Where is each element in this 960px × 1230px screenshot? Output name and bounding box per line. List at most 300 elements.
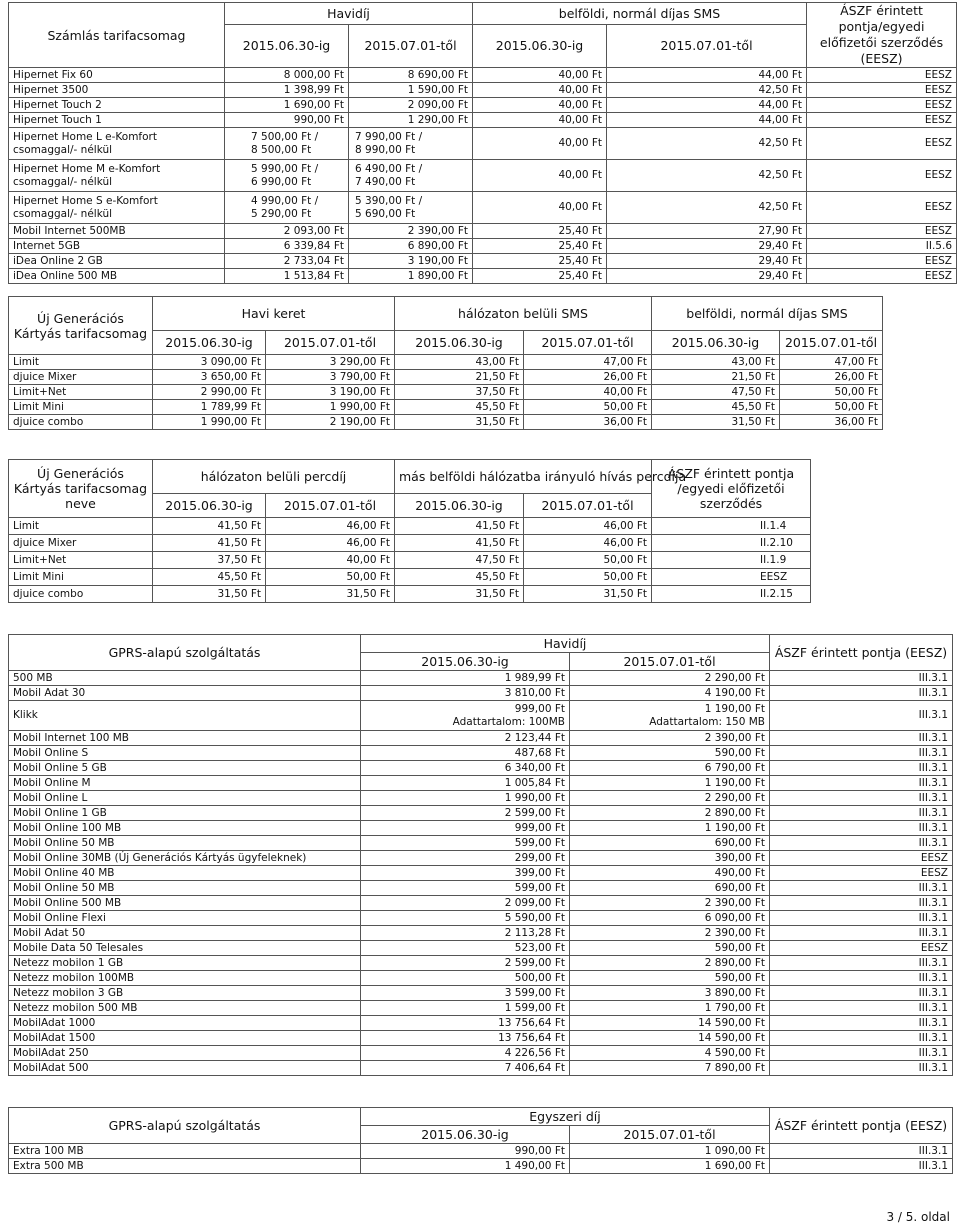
prepaid-call-table [8,459,811,603]
header-tariff-name: Új Generációs Kártyás tarifacsomag neve [9,460,153,518]
cell-line: 8 990,00 Ft [355,143,416,156]
table-cell: 1 990,00 Ft [266,400,395,415]
cell-line: Adattartalom: 100MB [452,715,565,728]
table-cell: 2 733,04 Ft [225,254,349,269]
table-cell: 690,00 Ft [570,881,770,896]
table-cell: 47,50 Ft [652,385,780,400]
header-date-new: 2015.07.01-től [780,331,883,355]
table-cell: 25,40 Ft [473,239,607,254]
header-sms: belföldi, normál díjas SMS [652,297,883,331]
table-cell: 990,00 Ft [361,1144,570,1159]
table-cell: 990,00 Ft [225,113,349,128]
table-cell: 3 190,00 Ft [349,254,473,269]
table-cell: 1 590,00 Ft [349,83,473,98]
table-cell: 26,00 Ft [524,370,652,385]
table-cell: MobilAdat 1500 [9,1031,361,1046]
table-cell: 690,00 Ft [570,836,770,851]
table-cell: Hipernet 3500 [9,83,225,98]
table-cell: 40,00 Ft [473,98,607,113]
table-cell: MobilAdat 250 [9,1046,361,1061]
table-cell: Mobil Online 500 MB [9,896,361,911]
table-cell: EESZ [807,160,957,192]
table-cell: MobilAdat 500 [9,1061,361,1076]
table-cell: 1 690,00 Ft [225,98,349,113]
cell-line: Hipernet Home L e-Komfort [13,130,157,143]
table-row [9,1144,953,1159]
table-cell: EESZ [807,192,957,224]
table-cell: 6 890,00 Ft [349,239,473,254]
table-cell: 6 339,84 Ft [225,239,349,254]
table-row [9,836,953,851]
table-cell: 44,00 Ft [607,68,807,83]
table-cell: 2 990,00 Ft [153,385,266,400]
table-cell: 50,00 Ft [266,569,395,586]
table-cell: EESZ [770,851,953,866]
cell-line: csomaggal/- nélkül [13,175,113,188]
table-cell: 44,00 Ft [607,98,807,113]
table-row [9,586,811,603]
table-cell: 1 690,00 Ft [570,1159,770,1174]
table-row [9,113,957,128]
header-date-old: 2015.06.30-ig [473,24,607,67]
table-cell: 1 890,00 Ft [349,269,473,284]
table-row [9,269,957,284]
table-cell: III.3.1 [770,776,953,791]
table-row [9,415,883,430]
table-cell: 46,00 Ft [524,535,652,552]
table-cell: Limit [9,518,153,535]
cell-line: 7 490,00 Ft [355,175,416,188]
table-row [9,385,883,400]
header-date-new: 2015.07.01-től [266,494,395,518]
table-cell: 590,00 Ft [570,746,770,761]
table-cell: 2 290,00 Ft [570,791,770,806]
table-cell: 36,00 Ft [524,415,652,430]
table-cell [570,701,770,731]
table-cell: 7 406,64 Ft [361,1061,570,1076]
cell-line: 5 390,00 Ft / [355,194,423,207]
table-cell: 44,00 Ft [607,113,807,128]
cell-line: Adattartalom: 150 MB [649,715,765,728]
table-cell: Netezz mobilon 1 GB [9,956,361,971]
table-cell: III.3.1 [770,746,953,761]
table-cell: 29,40 Ft [607,269,807,284]
table-cell: Mobil Online 50 MB [9,881,361,896]
table-cell: 1 790,00 Ft [570,1001,770,1016]
table-cell [9,160,225,192]
cell-line: 5 290,00 Ft [251,207,312,220]
table-cell: Hipernet Touch 2 [9,98,225,113]
table-cell: III.3.1 [770,731,953,746]
table-cell: Hipernet Fix 60 [9,68,225,83]
table-cell: Mobil Online 5 GB [9,761,361,776]
header-tariff: Új Generációs Kártyás tarifacsomag [9,297,153,355]
table-row [9,1159,953,1174]
table-cell: Limit Mini [9,400,153,415]
postpaid-tariff-table [8,2,957,284]
table-cell: 29,40 Ft [607,239,807,254]
table-cell: II.5.6 [807,239,957,254]
table-cell: Klikk [9,701,361,731]
header-aszf: ÁSZF érintett pontja (EESZ) [770,635,953,671]
table-cell: Internet 5GB [9,239,225,254]
table-row [9,68,957,83]
table-cell: 50,00 Ft [524,569,652,586]
table-cell: djuice Mixer [9,535,153,552]
table-cell: 1 005,84 Ft [361,776,570,791]
table-cell: 8 690,00 Ft [349,68,473,83]
gprs-oneoff-table [8,1107,953,1174]
gprs-monthly-table [8,634,953,1076]
table-row [9,1001,953,1016]
cell-line: Hipernet Home M e-Komfort [13,162,161,175]
table-cell: EESZ [807,254,957,269]
table-cell: Mobil Online 1 GB [9,806,361,821]
header-offnet-call: más belföldi hálózatba irányuló hívás percdíja [395,460,652,494]
table-cell: 50,00 Ft [780,400,883,415]
table-cell: Mobil Online 100 MB [9,821,361,836]
table-cell: III.3.1 [770,671,953,686]
table-cell [225,192,349,224]
table-cell: Mobil Adat 30 [9,686,361,701]
table-cell: 40,00 Ft [266,552,395,569]
table-cell: 1 090,00 Ft [570,1144,770,1159]
table-cell: 2 190,00 Ft [266,415,395,430]
table-cell: Netezz mobilon 100MB [9,971,361,986]
table-cell: 42,50 Ft [607,128,807,160]
header-date-new: 2015.07.01-től [570,1126,770,1144]
table-row [9,671,953,686]
table-cell: EESZ [807,269,957,284]
table-cell: 490,00 Ft [570,866,770,881]
table-cell: djuice Mixer [9,370,153,385]
table-cell: Mobil Online 30MB (Új Generációs Kártyás ügyfeleknek) [9,851,361,866]
table-cell: Limit [9,355,153,370]
table-cell: 45,50 Ft [652,400,780,415]
table-cell: 4 190,00 Ft [570,686,770,701]
table-cell: 41,50 Ft [395,535,524,552]
table-cell: 40,00 Ft [473,128,607,160]
table-cell: Netezz mobilon 3 GB [9,986,361,1001]
table-row [9,806,953,821]
table-cell: 1 789,99 Ft [153,400,266,415]
table-cell: 41,50 Ft [395,518,524,535]
table-row [9,160,957,192]
table-cell: III.3.1 [770,986,953,1001]
table-cell: Mobil Online 40 MB [9,866,361,881]
table-cell: 390,00 Ft [570,851,770,866]
table-cell: 299,00 Ft [361,851,570,866]
header-service: GPRS-alapú szolgáltatás [9,1108,361,1144]
table-cell: 47,50 Ft [395,552,524,569]
table-cell: 3 810,00 Ft [361,686,570,701]
table-cell: 31,50 Ft [395,586,524,603]
table-cell: 31,50 Ft [395,415,524,430]
table-cell: 1 490,00 Ft [361,1159,570,1174]
table-cell: 29,40 Ft [607,254,807,269]
cell-line: 1 190,00 Ft [704,702,765,715]
table-cell: 1 190,00 Ft [570,776,770,791]
table-cell: 3 599,00 Ft [361,986,570,1001]
table-cell: 41,50 Ft [153,518,266,535]
table-cell: 6 090,00 Ft [570,911,770,926]
table-cell: II.1.9 [652,552,811,569]
table-cell: 14 590,00 Ft [570,1016,770,1031]
table-cell [349,192,473,224]
header-date-old: 2015.06.30-ig [395,494,524,518]
table-cell: EESZ [807,113,957,128]
table-cell: III.3.1 [770,956,953,971]
table-row [9,224,957,239]
table-cell: II.1.4 [652,518,811,535]
table-row [9,911,953,926]
table-cell: 523,00 Ft [361,941,570,956]
table-cell: 40,00 Ft [473,68,607,83]
table-cell: 43,00 Ft [652,355,780,370]
table-cell: III.3.1 [770,686,953,701]
table-cell: Limit Mini [9,569,153,586]
table-cell: 40,00 Ft [473,113,607,128]
header-date-new: 2015.07.01-től [266,331,395,355]
table-cell: 47,00 Ft [780,355,883,370]
header-date-new: 2015.07.01-től [524,494,652,518]
table-cell: djuice combo [9,586,153,603]
cell-line: 4 990,00 Ft / [251,194,319,207]
header-monthly-fee: Havidíj [225,3,473,25]
table-cell: 25,40 Ft [473,254,607,269]
table-cell: III.3.1 [770,806,953,821]
table-cell: iDea Online 500 MB [9,269,225,284]
table-cell: EESZ [770,866,953,881]
table-cell: 1 989,99 Ft [361,671,570,686]
table-cell: EESZ [807,128,957,160]
header-service: GPRS-alapú szolgáltatás [9,635,361,671]
table-cell: 50,00 Ft [524,552,652,569]
table-cell: 3 790,00 Ft [266,370,395,385]
cell-line: 8 500,00 Ft [251,143,312,156]
cell-line: 7 500,00 Ft / [251,130,319,143]
table-cell: 590,00 Ft [570,971,770,986]
table-cell: 2 890,00 Ft [570,806,770,821]
header-monthly-limit: Havi keret [153,297,395,331]
table-cell: 3 190,00 Ft [266,385,395,400]
table-cell: II.2.15 [652,586,811,603]
header-date-old: 2015.06.30-ig [361,1126,570,1144]
table-cell: 399,00 Ft [361,866,570,881]
table-cell: 46,00 Ft [266,518,395,535]
table-cell: 14 590,00 Ft [570,1031,770,1046]
table-cell: 31,50 Ft [652,415,780,430]
table-cell: 36,00 Ft [780,415,883,430]
table-row [9,896,953,911]
table-cell: 2 390,00 Ft [349,224,473,239]
table-cell: EESZ [807,224,957,239]
table-cell: 27,90 Ft [607,224,807,239]
table-cell: 500 MB [9,671,361,686]
table-cell [225,128,349,160]
table-cell: 2 093,00 Ft [225,224,349,239]
table-cell: III.3.1 [770,1144,953,1159]
table-cell: Mobile Data 50 Telesales [9,941,361,956]
table-cell: 2 390,00 Ft [570,926,770,941]
table-cell: EESZ [807,83,957,98]
table-cell: EESZ [807,98,957,113]
table-row [9,971,953,986]
table-row [9,701,953,731]
table-cell: Mobil Online Flexi [9,911,361,926]
table-cell: 4 590,00 Ft [570,1046,770,1061]
table-row [9,956,953,971]
table-cell: Mobil Internet 100 MB [9,731,361,746]
header-onnet-sms: hálózaton belüli SMS [395,297,652,331]
table-cell [9,128,225,160]
table-cell: II.2.10 [652,535,811,552]
table-cell [9,192,225,224]
table-cell: III.3.1 [770,836,953,851]
table-cell: Mobil Internet 500MB [9,224,225,239]
prepaid-sms-table [8,296,883,430]
table-cell: 40,00 Ft [473,83,607,98]
table-row [9,761,953,776]
table-cell: 21,50 Ft [395,370,524,385]
header-date-new: 2015.07.01-től [524,331,652,355]
table-cell: 40,00 Ft [524,385,652,400]
table-cell: Limit+Net [9,385,153,400]
table-cell: 1 599,00 Ft [361,1001,570,1016]
table-row [9,355,883,370]
table-row [9,686,953,701]
cell-line: Hipernet Home S e-Komfort [13,194,158,207]
table-row [9,821,953,836]
table-row [9,926,953,941]
table-cell: 2 390,00 Ft [570,731,770,746]
table-cell: 26,00 Ft [780,370,883,385]
table-cell: III.3.1 [770,1031,953,1046]
cell-line: 5 990,00 Ft / [251,162,319,175]
header-tariff: Számlás tarifacsomag [9,3,225,68]
table-cell: III.3.1 [770,911,953,926]
header-date-old: 2015.06.30-ig [361,653,570,671]
table-row [9,731,953,746]
cell-line: csomaggal/- nélkül [13,143,113,156]
header-onnet-call: hálózaton belüli percdíj [153,460,395,494]
table-cell: 3 090,00 Ft [153,355,266,370]
table-cell: 3 650,00 Ft [153,370,266,385]
table-cell [349,160,473,192]
table-cell: 40,00 Ft [473,192,607,224]
table-cell: 2 599,00 Ft [361,956,570,971]
table-cell: Mobil Online 50 MB [9,836,361,851]
table-cell: 46,00 Ft [524,518,652,535]
table-cell: Extra 100 MB [9,1144,361,1159]
table-cell: III.3.1 [770,1046,953,1061]
table-row [9,370,883,385]
table-cell: 41,50 Ft [153,535,266,552]
table-cell: 7 890,00 Ft [570,1061,770,1076]
table-row [9,535,811,552]
header-date-new: 2015.07.01-től [570,653,770,671]
table-cell: III.3.1 [770,896,953,911]
table-cell: III.3.1 [770,1159,953,1174]
table-cell: 45,50 Ft [395,400,524,415]
table-row [9,254,957,269]
table-cell: EESZ [652,569,811,586]
table-row [9,776,953,791]
table-row [9,1016,953,1031]
cell-line: 5 690,00 Ft [355,207,416,220]
table-row [9,128,957,160]
table-cell: 590,00 Ft [570,941,770,956]
table-row [9,851,953,866]
table-cell: 25,40 Ft [473,224,607,239]
table-row [9,1061,953,1076]
table-row [9,98,957,113]
table-cell: Mobil Adat 50 [9,926,361,941]
table-row [9,552,811,569]
header-aszf: ÁSZF érintett pontja /egyedi előfizetői szerződés [652,460,811,518]
table-cell: 42,50 Ft [607,192,807,224]
table-cell: 4 226,56 Ft [361,1046,570,1061]
header-monthly-fee: Havidíj [361,635,770,653]
table-cell: 3 890,00 Ft [570,986,770,1001]
table-row [9,192,957,224]
header-aszf: ÁSZF érintett pontja (EESZ) [770,1108,953,1144]
cell-line: 7 990,00 Ft / [355,130,423,143]
table-cell: Mobil Online L [9,791,361,806]
table-cell: III.3.1 [770,791,953,806]
table-cell [225,160,349,192]
table-cell: III.3.1 [770,881,953,896]
table-cell: 42,50 Ft [607,160,807,192]
table-cell: iDea Online 2 GB [9,254,225,269]
table-cell: 1 990,00 Ft [361,791,570,806]
table-cell: III.3.1 [770,926,953,941]
table-cell: 47,00 Ft [524,355,652,370]
table-cell: 2 390,00 Ft [570,896,770,911]
table-row [9,866,953,881]
table-cell: 31,50 Ft [153,586,266,603]
table-cell: 3 290,00 Ft [266,355,395,370]
table-row [9,1046,953,1061]
cell-line: 6 990,00 Ft [251,175,312,188]
cell-line: csomaggal/- nélkül [13,207,113,220]
table-cell: 43,00 Ft [395,355,524,370]
table-cell: 46,00 Ft [266,535,395,552]
table-cell: 1 990,00 Ft [153,415,266,430]
table-cell: djuice combo [9,415,153,430]
table-cell: 2 113,28 Ft [361,926,570,941]
table-cell: III.3.1 [770,701,953,731]
table-cell: Hipernet Touch 1 [9,113,225,128]
header-date-old: 2015.06.30-ig [652,331,780,355]
table-cell: 487,68 Ft [361,746,570,761]
table-cell: 2 099,00 Ft [361,896,570,911]
table-cell: III.3.1 [770,1061,953,1076]
table-cell: 500,00 Ft [361,971,570,986]
cell-line: 6 490,00 Ft / [355,162,423,175]
table-row [9,400,883,415]
table-cell: Netezz mobilon 500 MB [9,1001,361,1016]
header-date-new: 2015.07.01-től [349,24,473,67]
header-aszf: ÁSZF érintett pontja/egyedi előfizetői szerződés (EESZ) [807,3,957,68]
table-cell: 50,00 Ft [524,400,652,415]
table-row [9,83,957,98]
header-oneoff-fee: Egyszeri díj [361,1108,770,1126]
page-number: 3 / 5. oldal [886,1210,950,1224]
table-cell: III.3.1 [770,971,953,986]
table-cell: 999,00 Ft [361,821,570,836]
table-cell: MobilAdat 1000 [9,1016,361,1031]
